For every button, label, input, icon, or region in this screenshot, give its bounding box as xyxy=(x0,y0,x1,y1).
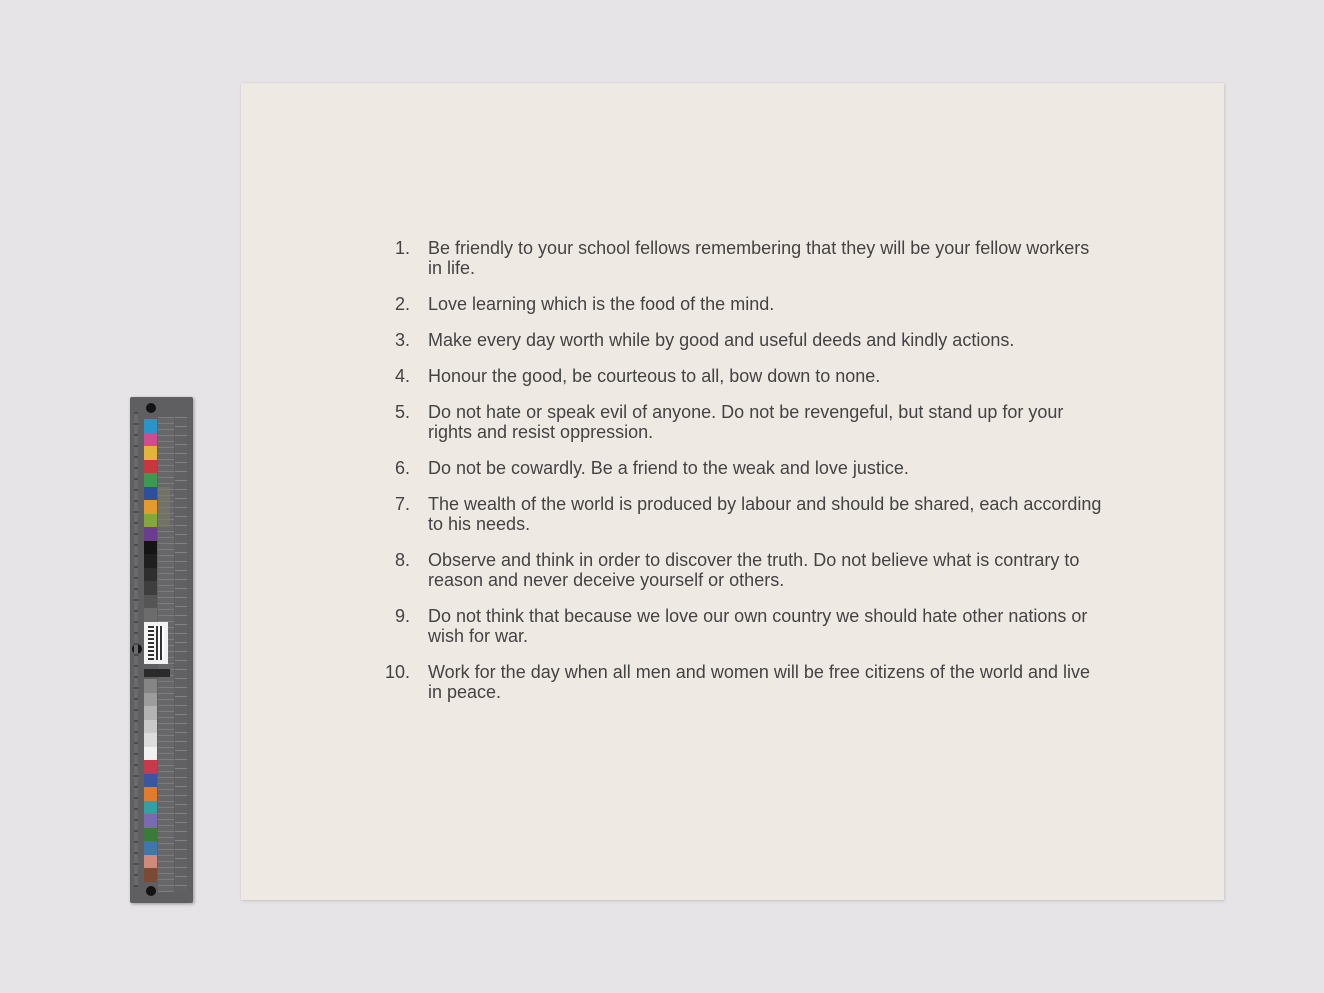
paper-sheet xyxy=(241,83,1224,900)
strip-notch-edge xyxy=(134,412,138,887)
color-patch xyxy=(144,828,157,842)
resolution-target-icon xyxy=(144,622,168,664)
color-patch xyxy=(144,774,157,788)
rule-text: Observe and think in order to discover the truth. Do not believe what is contrary to reason and never deceive yourself or others. xyxy=(428,550,1080,590)
rule-text: Honour the good, be courteous to all, bow down to none. xyxy=(428,366,881,386)
color-patch xyxy=(144,814,157,828)
rule-number: 4. xyxy=(394,366,410,386)
rule-text: Do not be cowardly. Be a friend to the weak and love justice. xyxy=(428,458,909,478)
rule-number: 9. xyxy=(394,606,410,626)
rule-number: 6. xyxy=(394,458,410,478)
rule-number: 8. xyxy=(394,550,410,570)
list-item xyxy=(382,402,1102,442)
list-item xyxy=(382,330,1102,350)
color-patch xyxy=(144,747,157,761)
color-patch xyxy=(144,787,157,801)
rule-text: Do not think that because we love our own country we should hate other nations or wish for war. xyxy=(428,606,1088,646)
list-item xyxy=(382,550,1102,590)
color-patch xyxy=(144,868,157,882)
color-patch xyxy=(144,487,157,501)
color-patch xyxy=(144,419,157,433)
rule-text: The wealth of the world is produced by labour and should be shared, each according to his needs. xyxy=(428,494,1102,534)
color-patch xyxy=(144,554,157,568)
strip-label xyxy=(158,487,170,527)
rule-text: Work for the day when all men and women will be free citizens of the world and live in peace. xyxy=(428,662,1090,702)
strip-hole-icon xyxy=(146,886,156,896)
list-item xyxy=(382,606,1102,646)
strip-scale-marks xyxy=(175,417,187,892)
color-patch xyxy=(144,595,157,609)
rule-number: 5. xyxy=(394,402,410,422)
list-item xyxy=(382,458,1102,478)
rule-text: Make every day worth while by good and useful deeds and kindly actions. xyxy=(428,330,1015,350)
color-patch xyxy=(144,608,157,622)
rule-number: 10. xyxy=(384,662,410,682)
rule-number: 3. xyxy=(394,330,410,350)
list-item xyxy=(382,662,1102,702)
rule-number: 2. xyxy=(394,294,410,314)
color-calibration-strip xyxy=(130,397,193,903)
color-patch xyxy=(144,720,157,734)
rule-text: Do not hate or speak evil of anyone. Do not be revengeful, but stand up for your rights and resist oppression. xyxy=(428,402,1064,442)
color-patch xyxy=(144,500,157,514)
color-patch xyxy=(144,760,157,774)
color-patch xyxy=(144,433,157,447)
color-patch xyxy=(144,568,157,582)
strip-black-bar xyxy=(144,669,170,677)
rule-text: Love learning which is the food of the mind. xyxy=(428,294,775,314)
list-item xyxy=(382,294,1102,314)
rule-number: 1. xyxy=(394,238,410,258)
color-patch xyxy=(144,460,157,474)
color-patch xyxy=(144,541,157,555)
color-patch xyxy=(144,693,157,707)
rule-number: 7. xyxy=(394,494,410,514)
color-patch xyxy=(144,733,157,747)
color-patch xyxy=(144,855,157,869)
list-item xyxy=(382,494,1102,534)
color-patch xyxy=(144,841,157,855)
rule-text: Be friendly to your school fellows remembering that they will be your fellow workers in life. xyxy=(428,238,1090,278)
color-patch xyxy=(144,473,157,487)
color-patch xyxy=(144,581,157,595)
color-patch xyxy=(144,446,157,460)
color-patch xyxy=(144,801,157,815)
color-patch xyxy=(144,679,157,693)
color-patch xyxy=(144,527,157,541)
rules-list xyxy=(382,238,1102,718)
strip-hole-icon xyxy=(146,403,156,413)
list-item xyxy=(382,366,1102,386)
list-item xyxy=(382,238,1102,278)
color-patch xyxy=(144,514,157,528)
color-patch xyxy=(144,706,157,720)
